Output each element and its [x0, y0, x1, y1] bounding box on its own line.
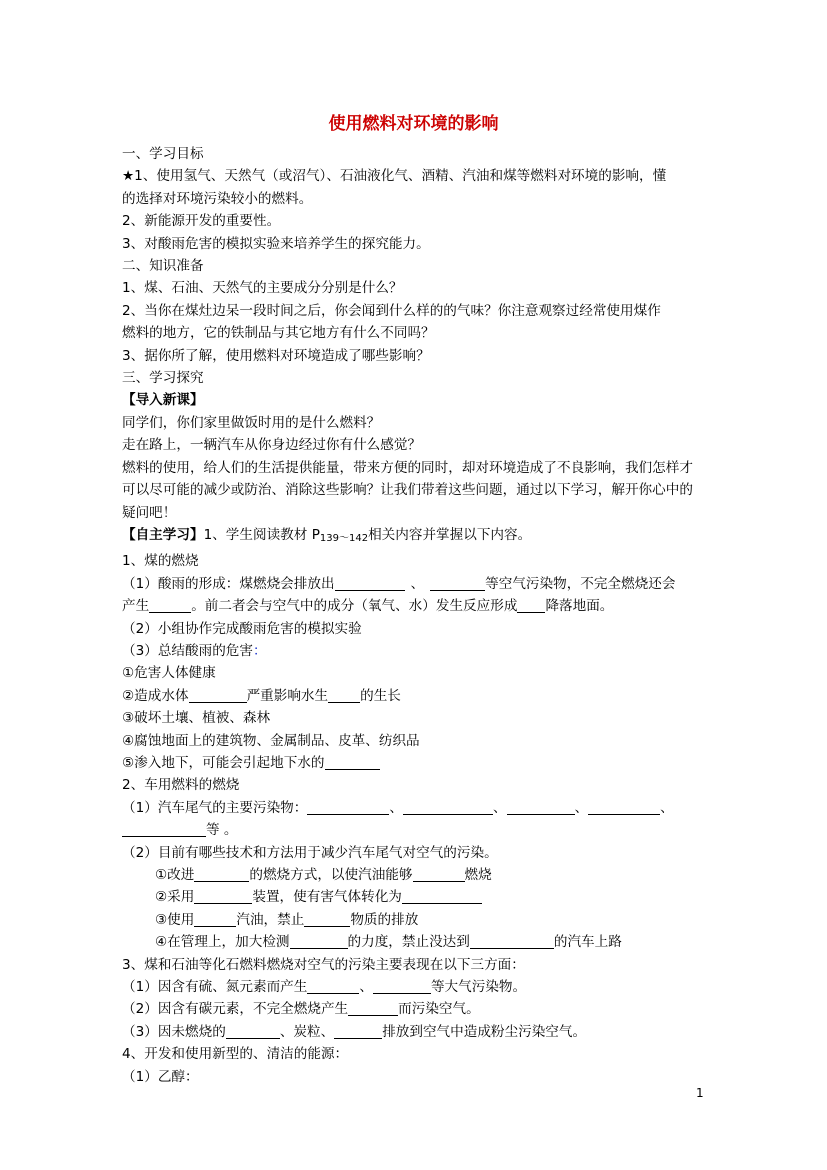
text: （1）汽车尾气的主要污染物：: [122, 799, 308, 816]
text: 、: [492, 799, 507, 816]
text: 而污染空气。: [398, 1001, 480, 1018]
blank[interactable]: [122, 821, 206, 837]
text: 等 。: [206, 822, 238, 839]
fill-line: [122, 797, 706, 819]
intro-heading: 【导入新课】: [122, 392, 204, 409]
text: 、: [389, 799, 403, 816]
text: 排放到空气中造成粉尘污染空气。: [382, 1023, 587, 1040]
text: ③使用: [155, 911, 195, 928]
fill-line: [122, 976, 706, 998]
method-item: [122, 909, 706, 931]
text: （1）酸雨的形成：煤燃烧会排放出: [122, 575, 335, 592]
subsection-heading: 3、煤和石油等化石燃料燃烧对空气的污染主要表现在以下三方面：: [122, 956, 525, 973]
self-study-line: [122, 524, 706, 550]
intro-paragraph: 燃料的使用，给人们的生活提供能量，带来方便的同时，却对环境造成了不良影响，我们怎样才可以尽可能的减少或防治、消除这些影响？让我们带着这些问题，通过以下学习，解开你心中的疑问吧！: [122, 459, 693, 521]
text: 的力度，禁止没达到: [347, 934, 470, 951]
blank[interactable]: [194, 866, 249, 882]
blank[interactable]: [334, 1023, 382, 1039]
blank[interactable]: [194, 888, 252, 904]
goal-line: ★1、使用氢气、天然气（或沼气）、石油液化气、酒精、汽油和煤等燃料对环境的影响，懂: [122, 168, 667, 185]
blank[interactable]: [403, 799, 493, 815]
blank[interactable]: [517, 597, 545, 613]
question-line: 燃料的地方，它的铁制品与其它地方有什么不同吗？: [122, 325, 435, 342]
text: （3）因未燃烧的: [122, 1023, 226, 1040]
section-heading: 一、学习目标: [122, 146, 204, 162]
subsection-heading: 1、煤的燃烧: [122, 553, 199, 570]
blank[interactable]: [325, 754, 380, 770]
text-line: （1）乙醇：: [122, 1068, 199, 1085]
blank[interactable]: [189, 687, 247, 703]
text: ①改进: [155, 867, 195, 883]
text-line: （2）小组协作完成酸雨危害的模拟实验: [122, 620, 362, 637]
text: （1）因含有硫、氮元素而产生: [122, 979, 308, 996]
intro-line: 走在路上，一辆汽车从你身边经过你有什么感觉？: [122, 437, 422, 454]
text: 等大气污染物。: [430, 979, 527, 996]
text: 的生长: [360, 687, 401, 704]
blank[interactable]: [470, 933, 554, 949]
fill-line: [122, 819, 706, 841]
text: 物质的排放: [350, 911, 419, 928]
text-line: [122, 640, 706, 662]
blank[interactable]: [588, 799, 660, 815]
text-line: （2）目前有哪些技术和方法用于减少汽车尾气对空气的污染。: [122, 844, 498, 861]
blank[interactable]: [194, 911, 236, 927]
text: （2）因含有碳元素，不完全燃烧产生: [122, 1001, 349, 1018]
section-heading: 二、知识准备: [122, 258, 204, 275]
blank[interactable]: [348, 1000, 398, 1016]
harm-item: [122, 752, 706, 774]
text: 、: [410, 575, 425, 592]
fill-line: [122, 573, 706, 595]
text: 严重影响水生: [246, 687, 329, 704]
intro-line: 同学们，你们家里做饭时用的是什么燃料？: [122, 414, 381, 431]
text: ⑤渗入地下，可能会引起地下水的: [122, 754, 325, 771]
text: ②采用: [155, 889, 195, 906]
blank[interactable]: [290, 933, 348, 949]
text: 燃烧: [464, 867, 492, 883]
text: 、: [359, 979, 373, 996]
blank[interactable]: [328, 687, 360, 703]
blank[interactable]: [304, 911, 350, 927]
text: ②造成水体: [122, 687, 189, 704]
text: 装置，使有害气体转化为: [252, 889, 402, 906]
fill-line: [122, 595, 706, 617]
text: 产生: [122, 598, 150, 615]
blank[interactable]: [335, 575, 405, 591]
blank[interactable]: [430, 575, 485, 591]
goal-line: 的选择对环境污染较小的燃料。: [122, 190, 313, 207]
text: 1、学生阅读教材 P: [203, 526, 320, 543]
text: 的燃烧方式，以使汽油能够: [249, 867, 413, 883]
harm-item: ④腐蚀地面上的建筑物、金属制品、皮革、纺织品: [122, 732, 420, 749]
method-item: [122, 864, 706, 886]
question-line: 2、当你在煤灶边呆一段时间之后，你会闻到什么样的的气味？你注意观察过经常使用煤作: [122, 302, 661, 319]
blank[interactable]: [226, 1023, 280, 1039]
text: 等空气污染物，不完全燃烧还会: [485, 575, 676, 592]
blank[interactable]: [413, 866, 465, 882]
subsection-heading: 2、车用燃料的燃烧: [122, 777, 240, 794]
text: ④在管理上，加大检测: [155, 934, 290, 951]
text: 的汽车上路: [553, 934, 622, 951]
blank[interactable]: [507, 799, 575, 815]
method-item: [122, 886, 706, 908]
text: 、: [574, 799, 589, 816]
text: 、炭粒、: [279, 1023, 335, 1040]
section-heading: 三、学习探究: [122, 370, 204, 387]
method-item: [122, 931, 706, 953]
harm-item: [122, 685, 706, 707]
blank[interactable]: [307, 978, 359, 994]
document-body: [122, 143, 706, 1088]
blank[interactable]: [373, 978, 431, 994]
harm-item: ①危害人体健康: [122, 665, 216, 682]
harm-item: ③破坏土壤、植被、森林: [122, 710, 271, 727]
blank[interactable]: [307, 799, 389, 815]
fill-line: [122, 998, 706, 1020]
text: 降落地面。: [545, 598, 614, 615]
text: ：: [253, 642, 267, 659]
question-line: 1、煤、石油、天然气的主要成分分别是什么？: [122, 280, 403, 297]
question-line: 3、据你所了解，使用燃料对环境造成了哪些影响？: [122, 347, 430, 364]
text: 。前二者会与空气中的成分（氧气、水）发生反应形成: [191, 598, 518, 615]
page-range: 139～142: [319, 532, 369, 544]
page-number: 1: [696, 1086, 704, 1100]
text: 相关内容并掌握以下内容。: [368, 526, 532, 543]
self-study-heading: 【自主学习】: [122, 526, 204, 543]
page-title: 使用燃料对环境的影响: [328, 114, 499, 134]
fill-line: [122, 1021, 706, 1043]
text: （3）总结酸雨的危害: [122, 642, 253, 659]
goal-line: 2、新能源开发的重要性。: [122, 213, 281, 230]
text: 、: [660, 799, 674, 816]
subsection-heading: 4、开发和使用新型的、清洁的能源：: [122, 1046, 349, 1063]
blank[interactable]: [402, 888, 482, 904]
blank[interactable]: [149, 597, 191, 613]
text: 汽油，禁止: [236, 911, 305, 928]
goal-line: 3、对酸雨危害的模拟实验来培养学生的探究能力。: [122, 235, 430, 252]
